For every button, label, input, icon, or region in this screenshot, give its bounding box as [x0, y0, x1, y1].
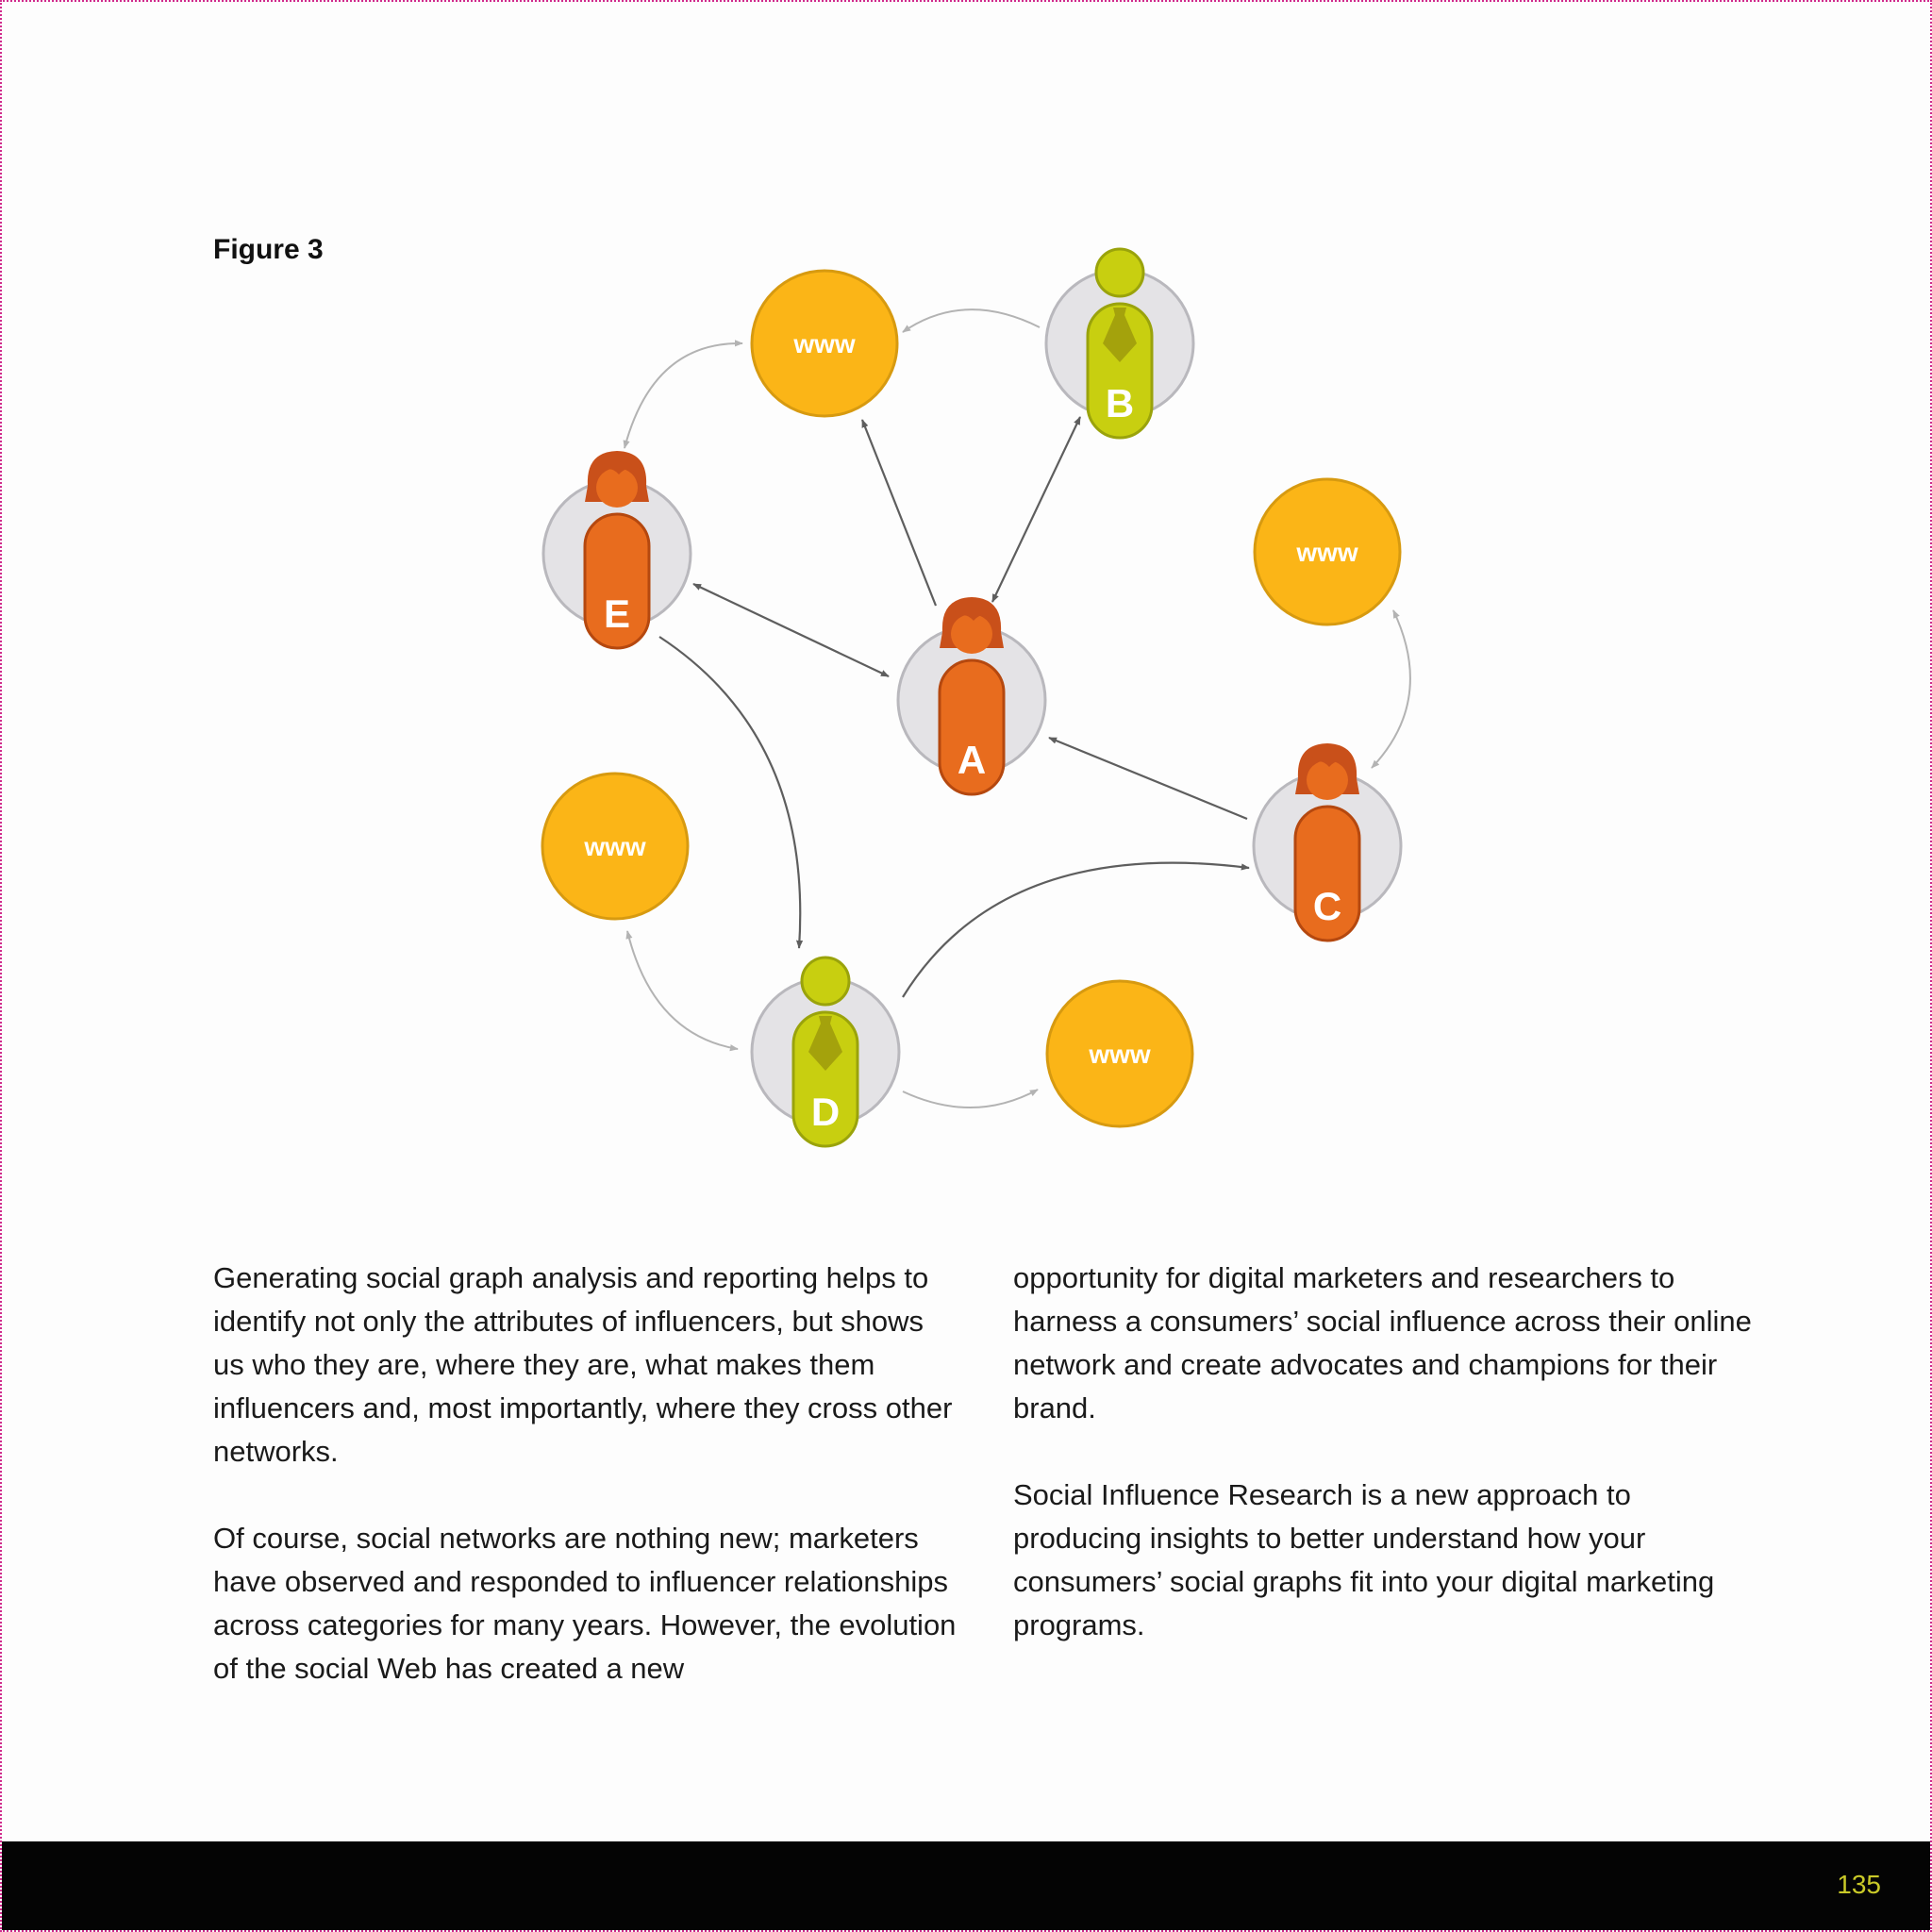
connection-arrow: [903, 863, 1249, 997]
footer-bar: [2, 1841, 1932, 1932]
website-label: www: [1296, 538, 1358, 567]
website-label: www: [1089, 1040, 1151, 1069]
website-node: [752, 271, 897, 416]
website-node: [1255, 479, 1400, 625]
person-node-c: [1254, 743, 1401, 941]
person-node-d: [752, 958, 899, 1146]
node-label: D: [810, 1090, 841, 1134]
website-node: [1047, 981, 1192, 1126]
connection-arrow: [862, 420, 936, 606]
text-column-right: [1013, 1257, 1758, 1690]
person-node-a: [898, 597, 1045, 794]
website-label: www: [793, 329, 856, 358]
person-node-e: [543, 451, 691, 648]
website-label: www: [584, 832, 646, 861]
connection-arrow: [1049, 738, 1247, 819]
paragraph: Social Influence Research is a new approach to producing insights to better understand how your consumers’ social graphs fit into your digital marketing programs.: [1013, 1478, 1715, 1641]
node-label: B: [1105, 381, 1135, 425]
paragraph: Generating social graph analysis and reporting helps to identify not only the attributes of influencers, but shows us who they are, where they are, what makes them influencers and, most importantly, where they cross other networks.: [213, 1261, 953, 1468]
node-label: C: [1312, 884, 1342, 928]
person-head: [802, 958, 849, 1005]
connection-arrow: [627, 931, 738, 1049]
website-node: [542, 774, 688, 919]
connection-arrow: [659, 637, 800, 948]
person-head: [585, 451, 649, 508]
node-label: A: [957, 738, 987, 782]
paragraph: opportunity for digital marketers and researchers to harness a consumers’ social influence across their online network and create advocates and champions for their brand.: [1013, 1261, 1752, 1424]
figure-title: Figure 3: [213, 234, 324, 265]
person-head: [1096, 249, 1143, 296]
paragraph: Of course, social networks are nothing new; marketers have observed and responded to influencer relationships across categories for many years. However, the evolution of the social Web has created a new: [213, 1522, 957, 1685]
connection-arrow: [625, 343, 742, 448]
person-node-b: [1046, 249, 1193, 438]
connection-arrow: [903, 1090, 1038, 1108]
social-graph-diagram: [2, 2, 1932, 1228]
node-label: E: [603, 591, 631, 636]
page-number: 135: [1837, 1870, 1881, 1899]
connection-arrow: [1372, 610, 1410, 768]
text-column-left: [213, 1257, 958, 1734]
connection-arrow: [693, 584, 889, 676]
person-head: [1295, 743, 1359, 800]
connection-arrow: [992, 417, 1080, 602]
person-head: [940, 597, 1004, 654]
diagram-nodes: [542, 249, 1401, 1146]
connection-arrow: [903, 309, 1040, 332]
